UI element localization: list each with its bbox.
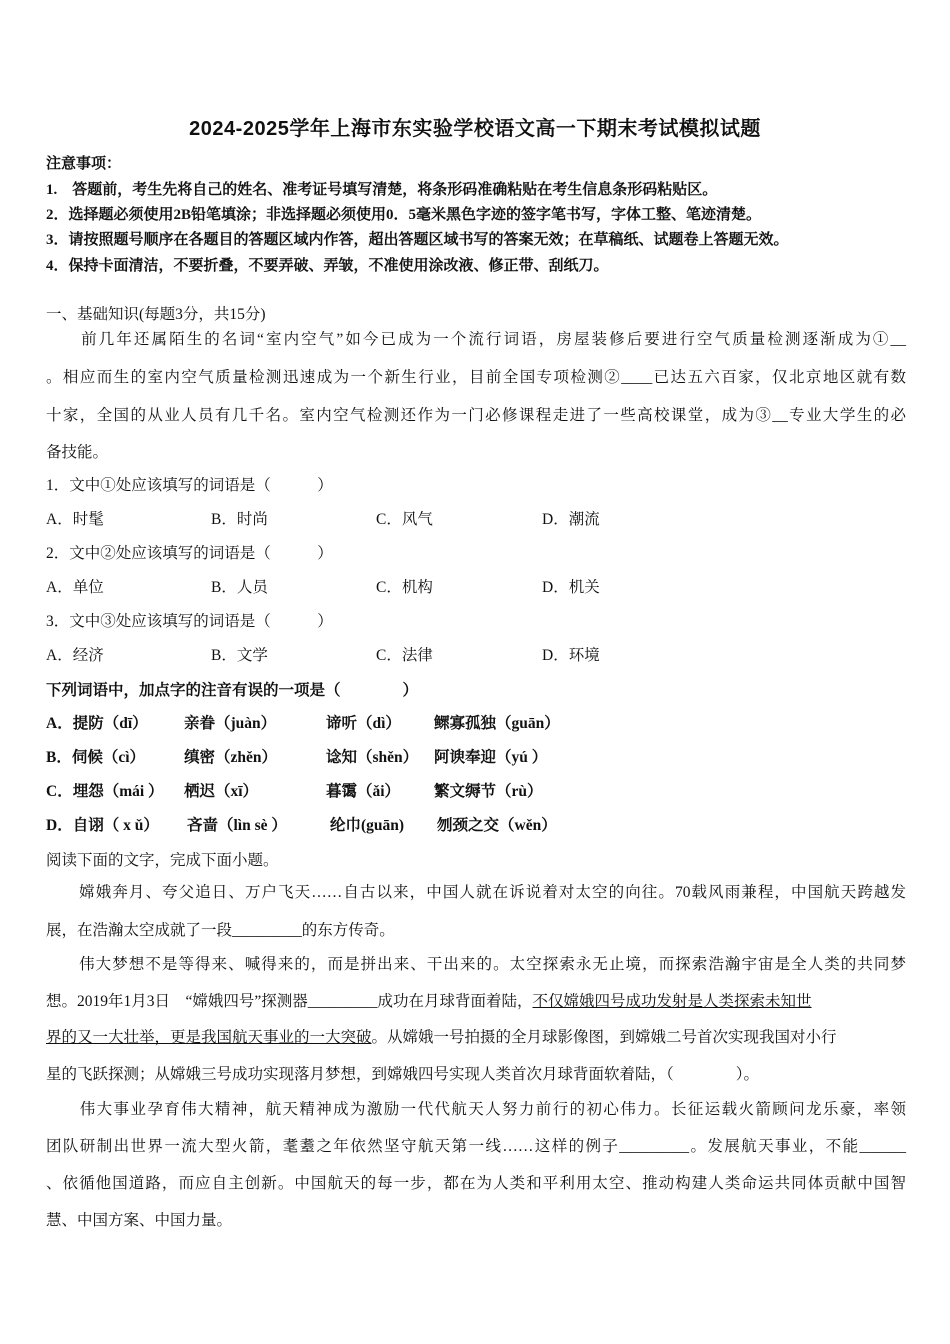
- notice-item-2: 2．选择题必须使用2B铅笔填涂；非选择题必须使用0．5毫米黑色字迹的签字笔书写，字体工整、笔迹清楚。: [46, 207, 762, 223]
- q4-option-b-word-4: 阿谀奉迎（yú ）: [434, 749, 548, 766]
- reading-p3-line-3: 、依循他国道路，而应自主创新。中国航天的每一步，都在为人类和平利用太空、推动构建人类命运共同体贡献中国智: [46, 1175, 906, 1192]
- page-title: 2024-2025学年上海市东实验学校语文高一下期末考试模拟试题: [189, 118, 761, 140]
- q2-option-c[interactable]: C．机构: [376, 579, 433, 596]
- q4-option-c-word-1[interactable]: C．埋怨（mái ）: [46, 783, 164, 800]
- notice-item-3: 3．请按照题号顺序在各题目的答题区域内作答，超出答题区域书写的答案无效；在草稿纸、试题卷上答题无效。: [46, 232, 789, 248]
- question-3-stem: 3．文中③处应该填写的词语是（ ）: [46, 613, 333, 630]
- reading-intro: 阅读下面的文字，完成下面小题。: [46, 852, 279, 869]
- q4-option-c-word-4: 繁文缛节（rù）: [434, 783, 543, 800]
- reading-p2-underlined-sentence-start: 不仅嫦娥四号成功发射是人类探索未知世: [532, 993, 812, 1010]
- q3-option-c[interactable]: C．法律: [376, 647, 433, 664]
- q4-option-c-word-3: 暮霭（ǎi）: [326, 783, 401, 800]
- q1-option-b[interactable]: B．时尚: [211, 511, 268, 528]
- q4-option-b-word-2: 缜密（zhěn）: [184, 749, 278, 766]
- reading-p2-line-1: 伟大梦想不是等得来、喊得来的，而是拼出来、干出来的。太空探索永无止境，而探索浩瀚宇宙是全人类的共同梦: [46, 956, 906, 973]
- q3-option-d[interactable]: D．环境: [542, 647, 600, 664]
- section-heading: 一、基础知识(每题3分，共15分): [46, 306, 266, 323]
- reading-p2-line-3-plain: 。从嫦娥一号拍摄的全月球影像图，到嫦娥二号首次实现我国对小行: [371, 1029, 837, 1046]
- q4-option-a-word-2: 亲眷（juàn）: [184, 715, 277, 732]
- q1-option-a[interactable]: A．时髦: [46, 511, 104, 528]
- q4-option-c-word-2: 栖迟（xī）: [184, 783, 259, 800]
- q2-option-d[interactable]: D．机关: [542, 579, 600, 596]
- notice-item-1: 1. 答题前，考生先将自己的姓名、准考证号填写清楚，将条形码准确粘贴在考生信息条形码粘贴区。: [46, 182, 718, 198]
- notice-heading: 注意事项：: [46, 156, 122, 172]
- reading-p3-line-2: 团队研制出世界一流大型火箭，耄耋之年依然坚守航天第一线……这样的例子_________。发展航天事业，不能______: [46, 1138, 906, 1155]
- q1-option-c[interactable]: C．风气: [376, 511, 433, 528]
- passage-line-4: 备技能。: [46, 444, 109, 461]
- reading-p2-underlined-sentence-end: 界的又一大壮举，更是我国航天事业的一大突破: [46, 1029, 372, 1046]
- q4-option-a-word-4: 鳏寡孤独（guān）: [434, 715, 560, 732]
- passage-line-3: 十家，全国的从业人员有几千名。室内空气检测还作为一门必修课程走进了一些高校课堂，成为③__专业大学生的必: [46, 407, 906, 424]
- q4-option-d-word-4: 刎颈之交（wěn）: [437, 817, 557, 834]
- q4-option-d-word-1[interactable]: D．自诩（ x ǔ）: [46, 817, 159, 834]
- q4-option-a-word-3: 谛听（dì）: [326, 715, 401, 732]
- q4-option-b-word-3: 谂知（shěn）: [326, 749, 419, 766]
- notice-item-4: 4．保持卡面清洁，不要折叠，不要弄破、弄皱，不准使用涂改液、修正带、刮纸刀。: [46, 258, 609, 274]
- reading-p1-line-1: 嫦娥奔月、夸父追日、万户飞天……自古以来，中国人就在诉说着对太空的向往。70载风雨兼程，中国航天跨越发: [46, 884, 906, 901]
- reading-p3-line-4: 慧、中国方案、中国力量。: [46, 1212, 233, 1229]
- reading-p2-line-2-plain: 想。2019年1月3日 “嫦娥四号”探测器_________成功在月球背面着陆，: [46, 993, 533, 1010]
- reading-p2-line-4: 星的飞跃探测；从嫦娥三号成功实现落月梦想，到嫦娥四号实现人类首次月球背面软着陆，（ ）。: [46, 1066, 760, 1083]
- reading-p2-line-2: [46, 989, 812, 1011]
- q4-option-d-word-2: 吝啬（lìn sè ）: [187, 817, 287, 834]
- question-2-stem: 2．文中②处应该填写的词语是（ ）: [46, 545, 333, 562]
- q2-option-a[interactable]: A．单位: [46, 579, 104, 596]
- q4-option-b-word-1[interactable]: B．伺候（cì）: [46, 749, 146, 766]
- reading-p3-line-1: 伟大事业孕育伟大精神，航天精神成为激励一代代航天人努力前行的初心伟力。长征运载火箭顾问龙乐豪，率领: [46, 1101, 906, 1118]
- q1-option-d[interactable]: D．潮流: [542, 511, 600, 528]
- q2-option-b[interactable]: B．人员: [211, 579, 268, 596]
- question-1-stem: 1．文中①处应该填写的词语是（ ）: [46, 477, 333, 494]
- passage-line-2: 。相应而生的室内空气质量检测迅速成为一个新生行业，目前全国专项检测②____已达五六百家，仅北京地区就有数: [46, 369, 906, 386]
- question-4-stem: 下列词语中，加点字的注音有误的一项是（ ）: [46, 682, 419, 699]
- q4-option-a-word-1[interactable]: A．提防（dī）: [46, 715, 148, 732]
- reading-p1-line-2: 展，在浩瀚太空成就了一段_________的东方传奇。: [46, 922, 395, 939]
- q4-option-d-word-3: 纶巾(guān): [330, 817, 405, 834]
- q3-option-a[interactable]: A．经济: [46, 647, 104, 664]
- q3-option-b[interactable]: B．文学: [211, 647, 268, 664]
- reading-p2-line-3: [46, 1025, 837, 1047]
- passage-line-1: 前几年还属陌生的名词“室内空气”如今已成为一个流行词语，房屋装修后要进行空气质量检测逐渐成为①__: [46, 331, 906, 348]
